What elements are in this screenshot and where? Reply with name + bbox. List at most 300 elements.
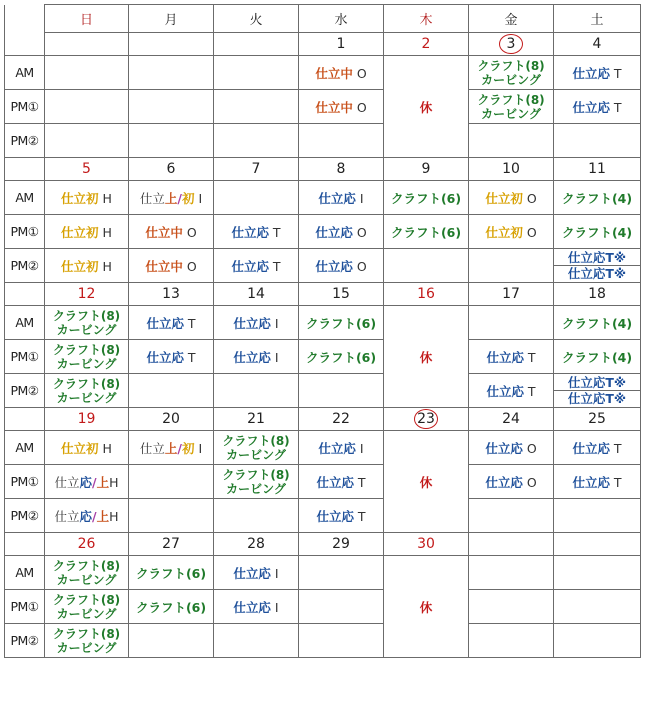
holiday-cell (384, 56, 469, 158)
event-entry (214, 598, 298, 616)
day-number-cell (469, 283, 554, 306)
event-cell (45, 499, 129, 533)
event-text: クラフト(6) (305, 349, 377, 365)
day-number-cell (299, 408, 384, 431)
event-entry (299, 439, 383, 457)
event-entry (469, 473, 553, 491)
event-text: クラフト(6) (135, 599, 207, 615)
day-number: 2 (421, 36, 431, 52)
slot-label (5, 90, 45, 124)
event-cell (129, 124, 214, 158)
event-text: / (177, 190, 182, 206)
event-cell (469, 306, 554, 340)
day-number: 10 (502, 161, 520, 177)
event-entry (384, 223, 468, 241)
slot-row (5, 56, 641, 90)
event-text: 仕立応 (233, 565, 271, 581)
event-entry (129, 564, 213, 582)
day-number: 23 (414, 409, 438, 429)
event-cell (469, 590, 554, 624)
event-cell (129, 374, 214, 408)
event-cell (469, 56, 554, 90)
day-number-cell (45, 158, 129, 181)
event-text: 仕立応 (486, 349, 524, 365)
event-text: 仕立応T※ (567, 375, 627, 390)
event-text: クラフト(8) (477, 58, 545, 73)
event-text: / (177, 440, 182, 456)
event-cell (554, 499, 641, 533)
event-entry (45, 223, 128, 241)
day-number-cell (384, 33, 469, 56)
slot-label (5, 181, 45, 215)
event-text: T (353, 474, 366, 490)
event-text: O (182, 258, 197, 274)
slot-row (5, 431, 641, 465)
weekday-label: 金 (504, 13, 518, 28)
event-text: H (98, 224, 112, 240)
event-text: クラフト(8) (52, 342, 121, 357)
event-text: I (355, 190, 364, 206)
event-text: O (352, 224, 367, 240)
event-cell (554, 90, 641, 124)
day-number: 9 (421, 161, 431, 177)
weekday-header (384, 5, 469, 33)
day-number-cell (299, 533, 384, 556)
day-number-cell (554, 408, 641, 431)
slot-label-text: AM (15, 315, 34, 330)
event-text: T (609, 65, 622, 81)
event-text: 仕立中 (315, 65, 353, 81)
event-entry (554, 223, 640, 241)
day-number: 5 (82, 161, 91, 177)
day-number-cell (299, 33, 384, 56)
event-text: カービング (56, 572, 117, 587)
event-cell (214, 90, 299, 124)
event-text: / (92, 508, 97, 524)
day-number: 18 (588, 286, 606, 302)
slot-label (5, 374, 45, 408)
slot-row (5, 465, 641, 499)
event-text: 応 (79, 508, 93, 524)
slot-label-text: PM① (10, 474, 39, 489)
event-cell (45, 215, 129, 249)
event-text: 仕立初 (485, 224, 523, 240)
slot-label-text: AM (15, 65, 34, 80)
event-entry (129, 189, 213, 207)
event-text: 上 (96, 508, 110, 524)
event-cell (469, 90, 554, 124)
event-text: I (270, 565, 279, 581)
event-entry (214, 223, 298, 241)
day-number-cell (469, 33, 554, 56)
day-number-cell (214, 158, 299, 181)
weekday-header (554, 5, 641, 33)
event-cell (45, 181, 129, 215)
day-number: 3 (499, 34, 523, 54)
day-number: 8 (336, 161, 346, 177)
event-cell (469, 499, 554, 533)
day-number-cell (214, 533, 299, 556)
event-text: 仕立応 (318, 190, 356, 206)
event-text: カービング (226, 481, 286, 496)
event-cell (299, 90, 384, 124)
event-cell (45, 249, 129, 283)
event-cell (469, 624, 554, 658)
event-text: T (609, 99, 622, 115)
event-entry (45, 473, 128, 491)
event-entry (554, 98, 640, 116)
event-text: 応 (79, 474, 93, 490)
label-cell-blank (5, 533, 45, 556)
event-cell (129, 590, 214, 624)
event-cell (129, 465, 214, 499)
day-number-cell (45, 33, 129, 56)
event-text: 仕立応 (572, 474, 610, 490)
day-number-cell (214, 408, 299, 431)
day-number: 11 (588, 161, 606, 177)
event-text: T (183, 315, 196, 331)
event-cell (129, 499, 214, 533)
event-text: クラフト(8) (222, 433, 290, 448)
event-text: 仕立応 (231, 258, 269, 274)
day-number-cell (214, 33, 299, 56)
label-cell-blank (5, 283, 45, 306)
event-cell (129, 90, 214, 124)
weekday-header (299, 5, 384, 33)
event-text: カービング (56, 322, 117, 337)
event-text: T (268, 258, 281, 274)
event-cell (554, 590, 641, 624)
day-number-cell (554, 283, 641, 306)
label-cell-blank (5, 158, 45, 181)
event-text: 上 (96, 474, 110, 490)
event-cell (214, 249, 299, 283)
day-number-row (5, 408, 641, 431)
event-entry (469, 59, 553, 87)
event-cell (554, 624, 641, 658)
weekday-label: 水 (334, 13, 348, 28)
slot-label (5, 215, 45, 249)
event-text: H (98, 440, 112, 456)
day-number: 1 (336, 36, 346, 52)
event-text: 仕立応 (572, 440, 610, 456)
day-number: 30 (417, 536, 435, 552)
event-text: 初 (181, 440, 195, 456)
event-line (554, 391, 640, 406)
event-cell (554, 556, 641, 590)
day-number-cell (299, 283, 384, 306)
event-cell (384, 215, 469, 249)
event-cell (214, 374, 299, 408)
event-cell (554, 56, 641, 90)
event-cell (299, 249, 384, 283)
weekday-header (469, 5, 554, 33)
event-text: I (194, 190, 203, 206)
day-number: 16 (417, 286, 435, 302)
event-text: H (109, 474, 119, 490)
day-number-cell (469, 533, 554, 556)
event-text: O (522, 224, 537, 240)
event-entry (129, 223, 213, 241)
event-text: T (183, 349, 196, 365)
event-cell (45, 590, 129, 624)
event-entry (45, 189, 128, 207)
slot-label-text: PM② (10, 508, 39, 523)
event-cell (214, 124, 299, 158)
event-text: 仕立応 (233, 315, 271, 331)
event-cell (299, 306, 384, 340)
day-number: 26 (77, 536, 96, 552)
event-cell (214, 556, 299, 590)
day-number: 20 (162, 411, 180, 427)
slot-row (5, 306, 641, 340)
day-number-cell (469, 408, 554, 431)
event-cell (299, 556, 384, 590)
weekday-label: 月 (164, 13, 178, 28)
event-cell (299, 624, 384, 658)
event-cell (554, 124, 641, 158)
event-entry (299, 223, 383, 241)
event-cell (469, 249, 554, 283)
event-cell (384, 181, 469, 215)
event-text: 仕立応 (146, 315, 184, 331)
event-line (554, 375, 640, 391)
event-text: 仕立応 (316, 508, 354, 524)
holiday-cell (384, 306, 469, 408)
event-cell (384, 249, 469, 283)
day-number: 15 (332, 286, 350, 302)
event-entry (214, 434, 298, 462)
event-entry (554, 189, 640, 207)
weekday-header (45, 5, 129, 33)
event-text: 仕立初 (61, 224, 99, 240)
event-cell (299, 181, 384, 215)
event-entry (469, 223, 553, 241)
event-text: T (523, 383, 536, 399)
event-line (554, 250, 640, 266)
event-text: 仕立初 (61, 258, 99, 274)
event-cell (214, 181, 299, 215)
event-entry (214, 564, 298, 582)
event-text: クラフト(4) (561, 190, 633, 206)
day-number: 17 (502, 286, 520, 302)
label-cell-blank (5, 408, 45, 431)
event-cell (469, 124, 554, 158)
event-cell (469, 181, 554, 215)
event-cell (129, 215, 214, 249)
event-text: 仕立中 (145, 258, 183, 274)
holiday-label: 休 (419, 349, 433, 365)
slot-label-text: AM (15, 440, 34, 455)
event-text: カービング (56, 606, 117, 621)
event-entry (45, 439, 128, 457)
event-cell (469, 465, 554, 499)
weekday-header (129, 5, 214, 33)
event-text: T (609, 440, 622, 456)
event-text: クラフト(6) (390, 224, 462, 240)
day-number: 7 (251, 161, 261, 177)
event-cell (45, 431, 129, 465)
event-text: クラフト(4) (561, 349, 633, 365)
slot-label (5, 124, 45, 158)
slot-row (5, 499, 641, 533)
event-text: 仕立初 (485, 190, 523, 206)
day-number: 27 (162, 536, 180, 552)
event-text: 上 (164, 440, 178, 456)
slot-row (5, 590, 641, 624)
event-text: カービング (56, 640, 117, 655)
event-text: I (270, 315, 279, 331)
event-cell (45, 465, 129, 499)
event-cell (214, 465, 299, 499)
event-cell (469, 374, 554, 408)
day-number-cell (45, 283, 129, 306)
day-number-cell (129, 533, 214, 556)
day-number-cell (129, 33, 214, 56)
event-text: 仕立応 (315, 224, 353, 240)
day-number-cell (384, 158, 469, 181)
slot-row (5, 90, 641, 124)
slot-row (5, 124, 641, 158)
day-number-cell (384, 283, 469, 306)
event-entry (129, 314, 213, 332)
day-number-cell (384, 533, 469, 556)
event-text: O (352, 99, 367, 115)
event-entry (299, 348, 383, 366)
event-cell (214, 431, 299, 465)
event-entry (45, 593, 128, 621)
event-cell (469, 340, 554, 374)
event-text: 仕立応T※ (567, 266, 627, 281)
event-entry (214, 257, 298, 275)
event-entry (299, 257, 383, 275)
event-entry (45, 507, 128, 525)
event-entry (554, 439, 640, 457)
event-text: 仕立応 (146, 349, 184, 365)
day-number-row (5, 533, 641, 556)
event-entry (129, 348, 213, 366)
event-cell (469, 556, 554, 590)
event-entry (45, 257, 128, 275)
event-text: カービング (481, 106, 541, 121)
day-number: 21 (247, 411, 265, 427)
event-text: O (352, 65, 367, 81)
day-number-cell (299, 158, 384, 181)
day-number-row (5, 158, 641, 181)
event-cell (554, 340, 641, 374)
event-cell (214, 215, 299, 249)
event-entry (299, 473, 383, 491)
day-number: 29 (332, 536, 350, 552)
event-entry (299, 189, 383, 207)
event-text: 仕立応 (318, 440, 356, 456)
event-entry (554, 473, 640, 491)
day-number-cell (129, 408, 214, 431)
calendar-table (4, 4, 641, 658)
event-text: クラフト(6) (390, 190, 462, 206)
event-entry (299, 64, 383, 82)
event-text: T (609, 474, 622, 490)
day-number: 28 (247, 536, 265, 552)
event-text: H (98, 258, 112, 274)
day-number: 19 (77, 411, 96, 427)
slot-label (5, 56, 45, 90)
event-cell (469, 215, 554, 249)
event-text: 仕立中 (315, 99, 353, 115)
slot-label (5, 465, 45, 499)
event-entry (554, 314, 640, 332)
event-text: H (98, 190, 112, 206)
holiday-label: 休 (419, 474, 433, 490)
event-text: O (522, 474, 537, 490)
slot-label (5, 306, 45, 340)
day-number: 25 (588, 411, 606, 427)
event-cell (299, 340, 384, 374)
slot-label-text: PM② (10, 383, 39, 398)
event-entry (129, 257, 213, 275)
event-cell (214, 499, 299, 533)
event-text: クラフト(8) (52, 626, 121, 641)
slot-row (5, 340, 641, 374)
event-text: 仕立 (54, 474, 80, 490)
slot-label (5, 340, 45, 374)
event-cell (45, 56, 129, 90)
event-text: 仕立 (139, 440, 165, 456)
event-entry (129, 439, 213, 457)
event-text: O (352, 258, 367, 274)
event-text: 仕立 (54, 508, 80, 524)
event-cell (214, 306, 299, 340)
day-number: 14 (247, 286, 265, 302)
day-number-cell (469, 158, 554, 181)
event-text: 仕立初 (61, 190, 99, 206)
event-text: 仕立応 (231, 224, 269, 240)
day-number: 6 (166, 161, 176, 177)
event-cell (299, 374, 384, 408)
event-text: クラフト(8) (477, 92, 545, 107)
event-cell (45, 340, 129, 374)
slot-label (5, 431, 45, 465)
event-text: 仕立応 (572, 65, 610, 81)
event-text: 初 (181, 190, 195, 206)
slot-label-text: PM② (10, 133, 39, 148)
day-number-cell (45, 533, 129, 556)
event-cell (299, 590, 384, 624)
event-entry (129, 598, 213, 616)
event-cell (129, 306, 214, 340)
event-text: O (522, 440, 537, 456)
weekday-header-row (5, 5, 641, 33)
event-cell (129, 624, 214, 658)
event-cell (129, 556, 214, 590)
event-entry (384, 189, 468, 207)
event-entry (469, 93, 553, 121)
event-text: 上 (164, 190, 178, 206)
event-entry (214, 348, 298, 366)
event-cell (129, 249, 214, 283)
day-number-row (5, 283, 641, 306)
slot-label-text: AM (15, 190, 34, 205)
event-cell (214, 590, 299, 624)
event-cell (45, 374, 129, 408)
event-cell (554, 374, 641, 408)
weekday-label: 日 (79, 13, 93, 28)
event-text: T (523, 349, 536, 365)
event-entry (299, 314, 383, 332)
weekday-header (214, 5, 299, 33)
event-entry (469, 348, 553, 366)
event-text: クラフト(4) (561, 315, 633, 331)
